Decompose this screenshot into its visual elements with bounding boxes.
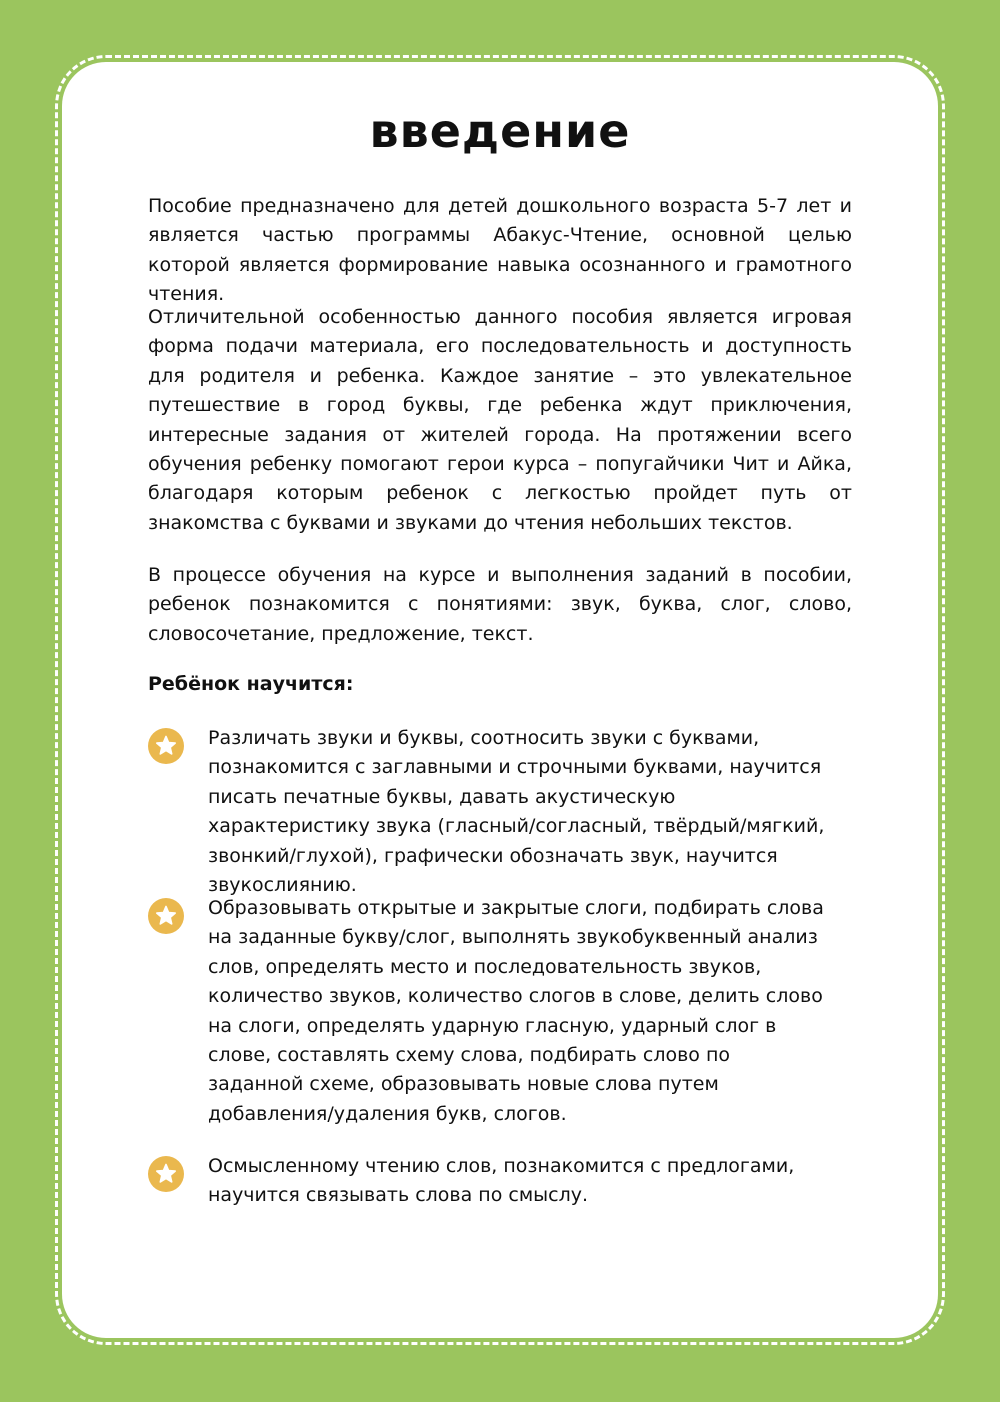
skills-heading: Ребёнок научится:	[148, 673, 354, 695]
star-icon	[148, 728, 184, 764]
skill-text: Различать звуки и буквы, соотносить звуки с буквами, познакомится с заглавными и строчными буквами, научится писать печатные буквы, давать акустическую характеристику звука (гласный/согласный, твёрдый/мягкий, звонкий/глухой), графически обозначать звук, научится звукослиянию.	[208, 727, 825, 897]
intro-paragraph-2: Отличительной особенностью данного пособия является игровая форма подачи материала, его последовательность и доступность для родителя и ребенка. Каждое занятие – это увлекательное путешествие в город буквы, где ребенка ждут приключения, интересные задания от жителей города. На протяжении всего обучения ребенку помогают герои курса – попугайчики Чит и Айка, благодаря которым ребенок с легкостью пройдет путь от знакомства с буквами и звуками до чтения небольших текстов.	[148, 306, 852, 534]
star-icon	[148, 898, 184, 934]
page-title: введение	[369, 104, 631, 158]
intro-paragraph-1: Пособие предназначено для детей дошкольного возраста 5-7 лет и является частью программы Абакус-Чтение, основной целью которой является формирование навыка осознанного и грамотного чтения.	[148, 195, 852, 306]
intro-paragraph-3: В процессе обучения на курсе и выполнения заданий в пособии, ребенок познакомится с понятиями: звук, буква, слог, слово, словосочетание, предложение, текст.	[148, 564, 852, 645]
skill-text: Осмысленному чтению слов, познакомится с предлогами, научится связывать слова по смыслу.	[208, 1155, 795, 1207]
skill-text: Образовывать открытые и закрытые слоги, подбирать слова на заданные букву/слог, выполнять звукобуквенный анализ слов, определять место и последовательность звуков, количество звуков, количество слогов в слове, делить слово на слоги, определять ударную гласную, ударный слог в слове, составлять схему слова, подбирать слово по заданной схеме, образовывать новые слова путем добавления/удаления букв, слогов.	[208, 897, 824, 1125]
star-icon	[148, 1156, 184, 1192]
